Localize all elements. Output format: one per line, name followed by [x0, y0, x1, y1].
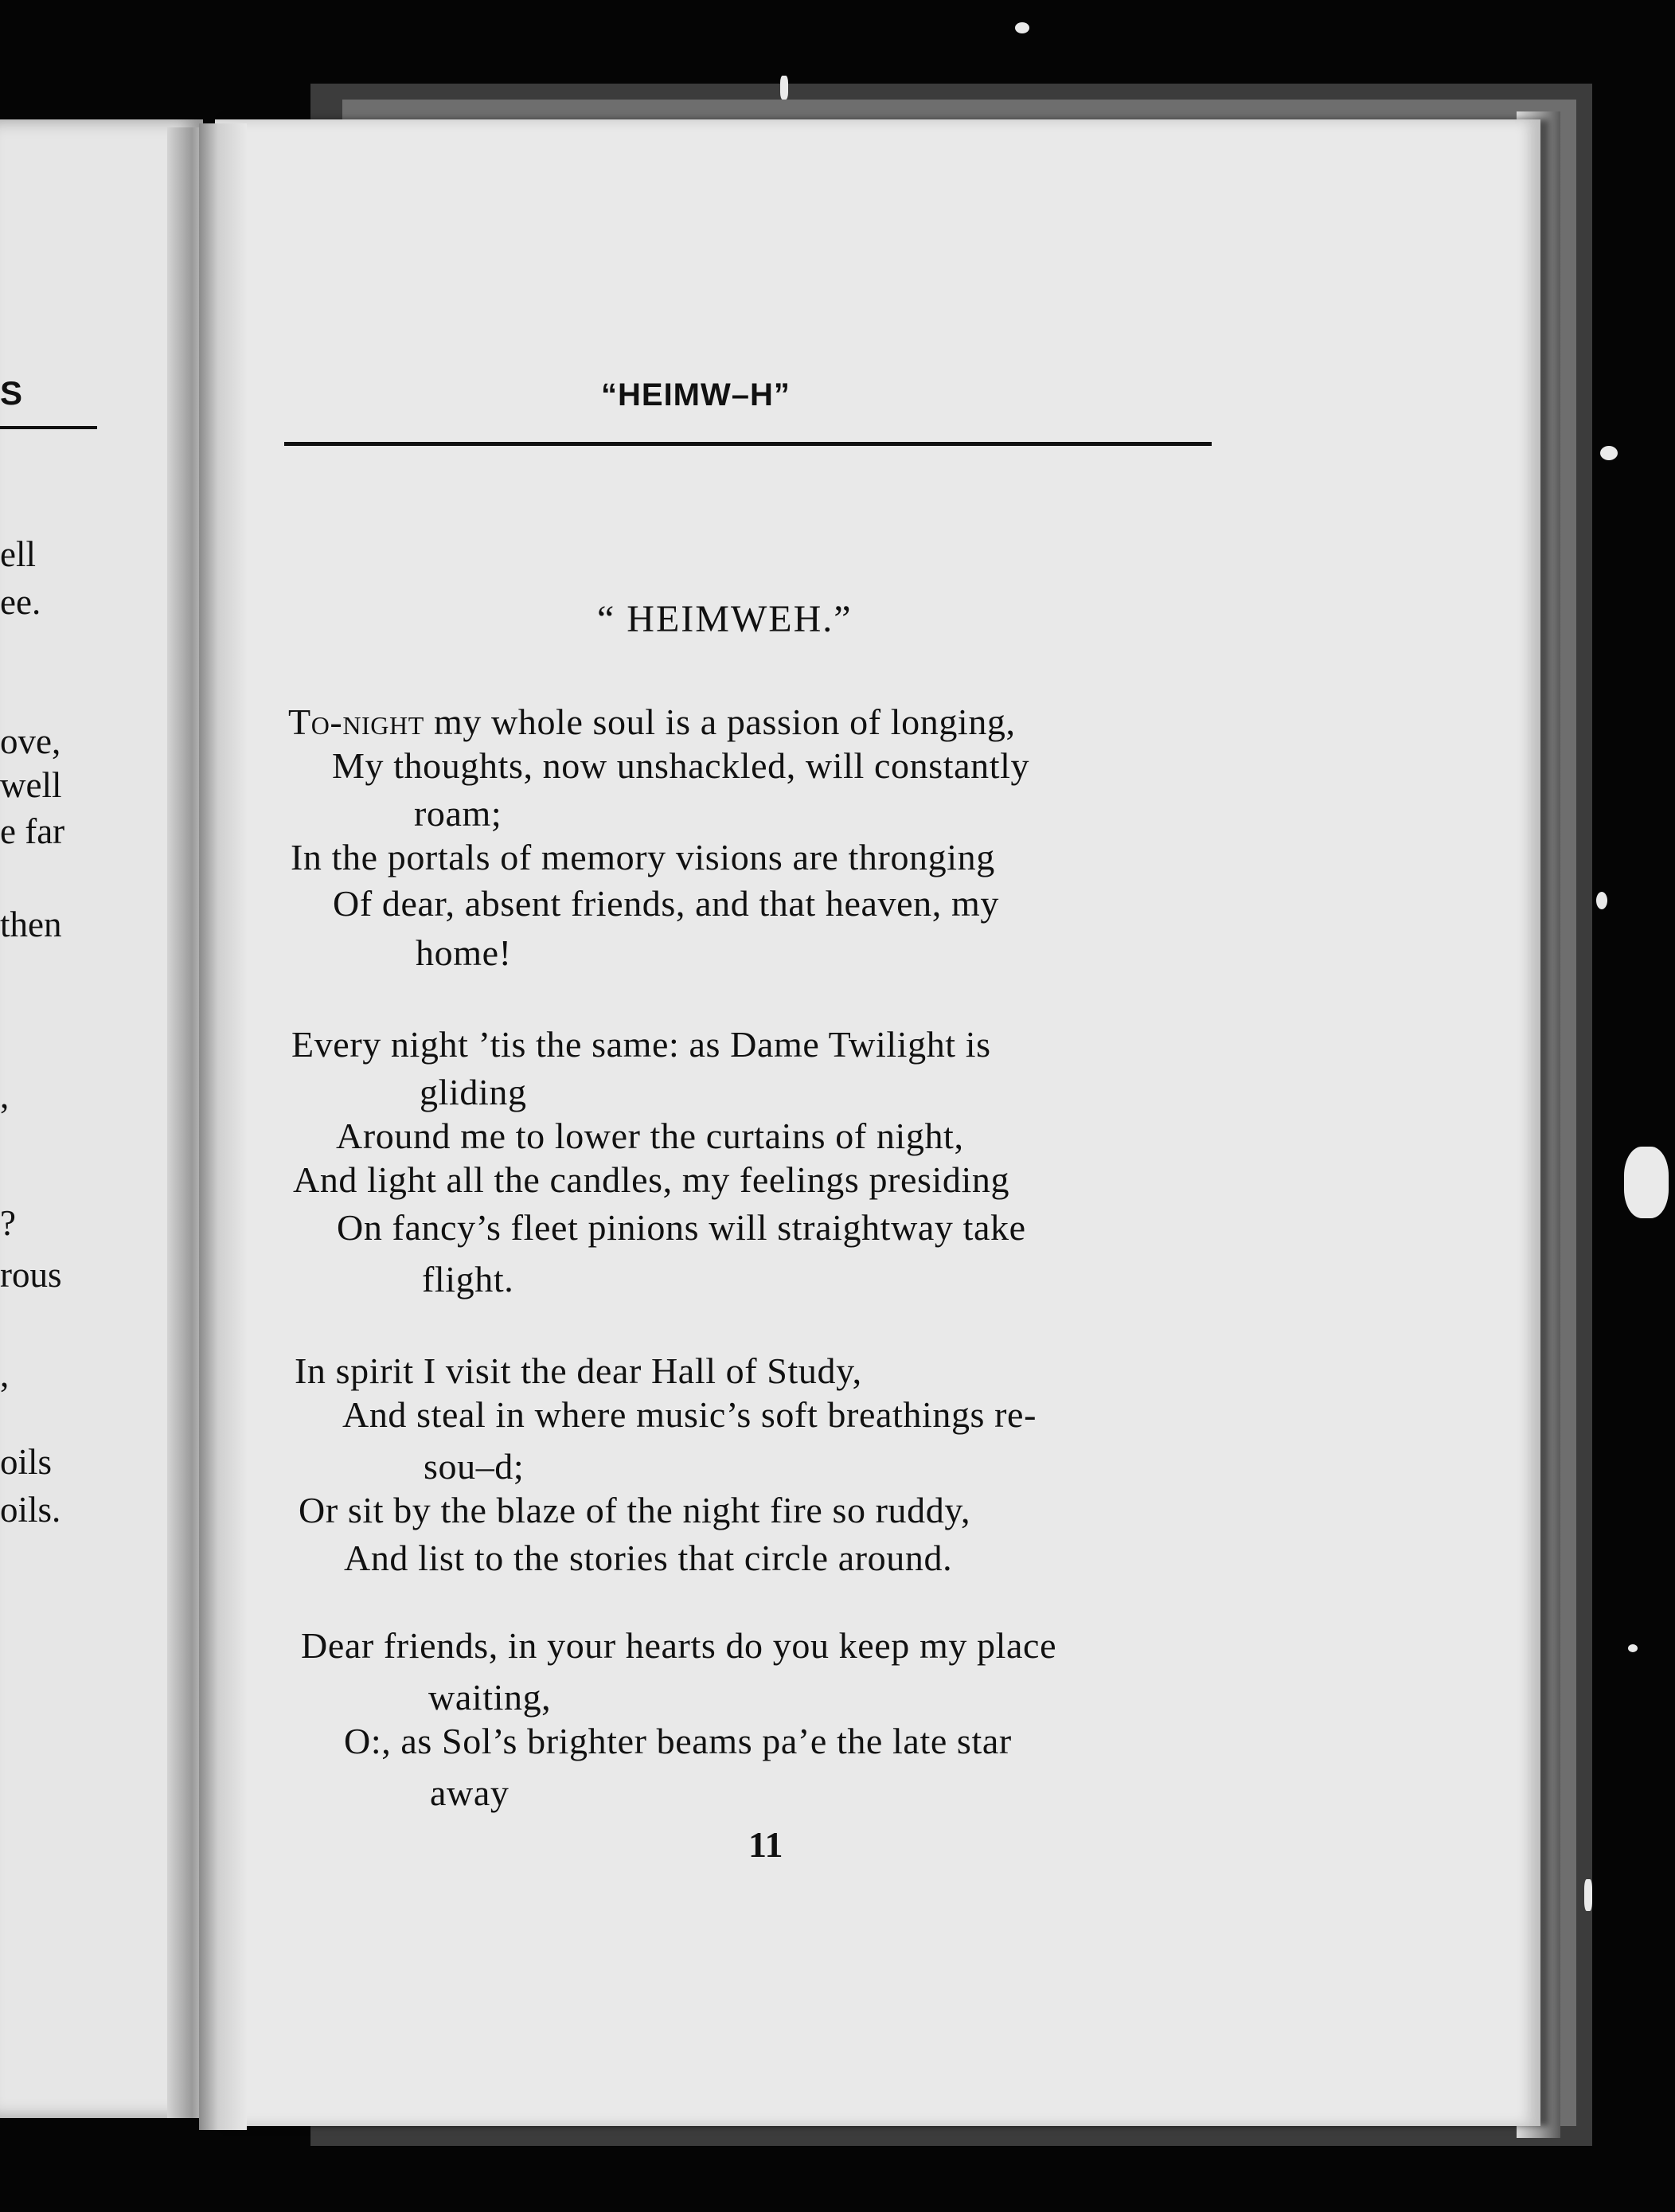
page-number: 11	[748, 1824, 783, 1865]
poem-line: O:, as Sol’s brighter beams pa’e the late star	[344, 1721, 1012, 1761]
film-speck	[1015, 22, 1029, 33]
running-head-rule	[284, 442, 1212, 446]
poem-line: In the portals of memory visions are thronging	[291, 837, 995, 877]
film-speck	[1624, 1147, 1669, 1218]
poem-line: away	[430, 1772, 510, 1813]
poem-line: gliding	[420, 1072, 527, 1112]
poem-line: To-night my whole soul is a passion of longing,	[288, 702, 1016, 742]
left-fragment: ove,	[0, 721, 61, 761]
poem-line: roam;	[414, 793, 502, 834]
poem-line: home!	[416, 932, 512, 973]
film-speck	[1600, 446, 1618, 460]
poem-line: In spirit I visit the dear Hall of Study,	[295, 1350, 862, 1391]
left-fragment: ,	[0, 1076, 10, 1116]
poem-line: Of dear, absent friends, and that heaven, my	[333, 883, 999, 924]
film-speck	[1584, 1879, 1592, 1911]
left-page-heading: S	[0, 374, 23, 412]
poem-line: And list to the stories that circle around.	[344, 1538, 953, 1578]
film-speck	[1596, 892, 1607, 909]
left-fragment: ee.	[0, 582, 41, 622]
left-fragment: e far	[0, 811, 65, 851]
left-fragment: oils.	[0, 1490, 61, 1530]
left-fragment: ,	[0, 1354, 10, 1394]
left-fragment: well	[0, 765, 62, 805]
poem-line: Around me to lower the curtains of night,	[336, 1116, 964, 1156]
poem-line: On fancy’s fleet pinions will straightway take	[337, 1207, 1026, 1248]
poem-line: Dear friends, in your hearts do you keep my place	[301, 1625, 1057, 1666]
poem-line: flight.	[422, 1259, 514, 1299]
left-fragment: ?	[0, 1203, 16, 1243]
running-head: “HEIMW–H”	[601, 377, 791, 412]
left-page-rule	[0, 426, 97, 429]
film-speck	[780, 76, 788, 100]
poem-line: And light all the candles, my feelings presiding	[293, 1159, 1010, 1200]
book-gutter	[199, 123, 247, 2130]
poem-line: waiting,	[428, 1677, 552, 1718]
poem-line: Every night ’tis the same: as Dame Twilight is	[291, 1024, 991, 1065]
poem-line: sou–d;	[424, 1446, 525, 1487]
poem-line: Or sit by the blaze of the night fire so ruddy,	[299, 1490, 971, 1530]
poem-line: And steal in where music’s soft breathings re-	[342, 1394, 1037, 1435]
poem-line: My thoughts, now unshackled, will constantly	[332, 745, 1030, 786]
film-speck	[1628, 1644, 1638, 1652]
left-fragment: rous	[0, 1255, 62, 1295]
left-fragment: then	[0, 905, 62, 944]
left-fragment: oils	[0, 1442, 53, 1482]
poem-title: “ HEIMWEH.”	[597, 598, 853, 640]
left-fragment: ell	[0, 534, 36, 574]
